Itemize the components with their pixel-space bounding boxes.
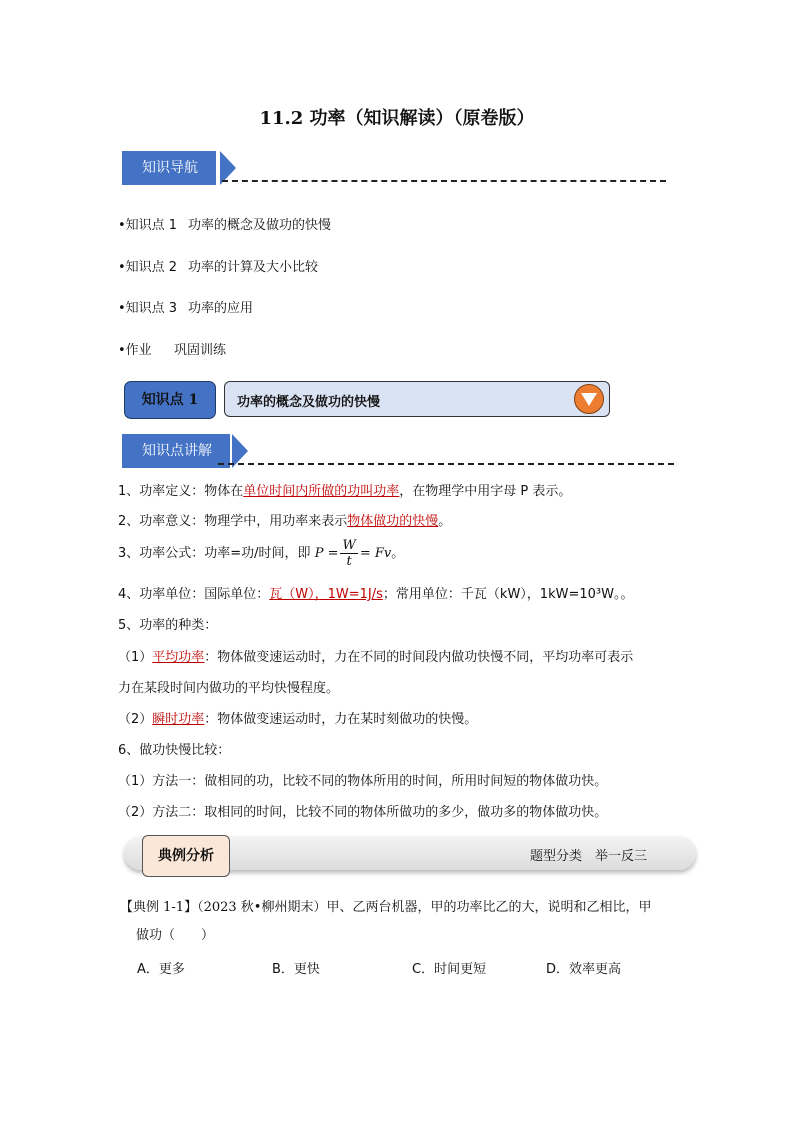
explain-banner (122, 434, 674, 468)
banner-divider (218, 463, 674, 465)
average-power-line: （1）平均功率：物体做变速运动时，力在不同的时间段内做功快慢不同，平均功率可表示 (118, 650, 634, 665)
nav-banner-label: 知识导航 (122, 151, 216, 185)
option-d[interactable]: D．效率更高 (546, 962, 622, 977)
nav-item-1[interactable]: •知识点 1 功率的概念及做功的快慢 (118, 218, 332, 233)
option-b[interactable]: B．更快 (272, 962, 320, 977)
explain-banner-label: 知识点讲解 (122, 434, 230, 468)
option-c[interactable]: C．时间更短 (412, 962, 487, 977)
nav-banner (122, 151, 666, 185)
formula-line: 3、功率公式：功率=功/时间，即 P = $\frac{W}{t}$ = Fv。 (118, 538, 405, 569)
option-a[interactable]: A．更多 (137, 962, 185, 977)
formula-p: P = (314, 546, 339, 561)
question-text: 【典例 1-1】（2023 秋•柳州期末）甲、乙两台机器，甲的功率比乙的大，说明和乙相比，甲 做功（ ） (120, 900, 652, 943)
compare-heading: 6、做功快慢比较： (118, 743, 231, 758)
nav-item-2[interactable]: •知识点 2 功率的计算及大小比较 (118, 260, 319, 275)
knowledge-point-title: 功率的概念及做功的快慢 (237, 395, 381, 410)
unit-line: 4、功率单位：国际单位：瓦（W），1W=1J/s；常用单位：千瓦（kW），1kW=10³W。。 (118, 587, 634, 602)
knowledge-point-header[interactable] (224, 381, 610, 417)
types-heading: 5、功率的种类： (118, 618, 218, 633)
knowledge-point-label: 知识点 1 (124, 381, 216, 419)
meaning-line: 2、功率意义：物理学中，用功率来表示物体做功的快慢。 (118, 514, 452, 529)
nav-item-homework[interactable]: •作业 巩固训练 (118, 343, 227, 358)
page-title: 11.2 功率（知识解读）（原卷版） (259, 108, 535, 129)
banner-divider (222, 180, 666, 182)
instant-power-line: （2）瞬时功率：物体做变速运动时，力在某时刻做功的快慢。 (118, 712, 478, 727)
example-tag: 典例分析 (142, 835, 230, 877)
expand-triangle-icon[interactable] (574, 384, 604, 414)
nav-item-3[interactable]: •知识点 3 功率的应用 (118, 301, 254, 316)
definition-line: 1、功率定义：物体在单位时间内所做的功叫功率，在物理学中用字母 P 表示。 (118, 484, 572, 499)
method-two-line: （2）方法二：取相同的时间，比较不同的物体所做功的多少，做功多的物体做功快。 (118, 805, 608, 820)
method-one-line: （1）方法一：做相同的功，比较不同的物体所用的时间，所用时间短的物体做功快。 (118, 774, 608, 789)
formula-fraction: $\frac{W}{t}$ (342, 538, 356, 569)
average-power-line-2: 力在某段时间内做功的平均快慢程度。 (118, 681, 340, 696)
example-subtitle: 题型分类 举一反三 (530, 849, 648, 864)
formula-fv: = Fv (359, 546, 392, 561)
